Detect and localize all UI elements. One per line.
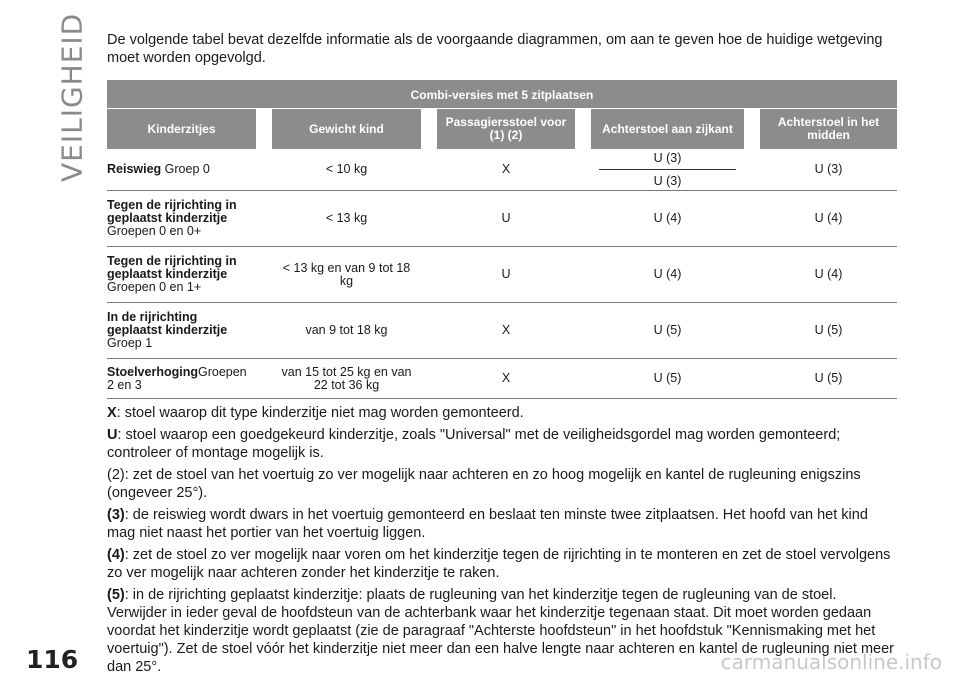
seat-type-name: Tegen de rijrichting in geplaatst kinderzitje <box>107 198 237 225</box>
weight-cell: < 13 kg <box>272 191 421 247</box>
row-gap <box>421 191 437 247</box>
header-gap <box>256 109 272 150</box>
header-gap <box>744 109 760 150</box>
note-x <box>107 404 897 422</box>
row-gap <box>421 303 437 359</box>
passenger-seat-cell: X <box>437 149 575 191</box>
table-row <box>107 247 897 303</box>
seat-type-cell <box>107 247 256 303</box>
row-gap <box>575 303 591 359</box>
header-gap <box>575 109 591 150</box>
note-u <box>107 426 897 462</box>
row-gap <box>256 191 272 247</box>
side-seat-cell: U (4) <box>591 191 744 247</box>
note-text: : zet de stoel zo ver mogelijk naar voren om het kinderzitje tegen de rijrichting in te monteren en zet de stoel vervolgens zo ver mogelijk naar achteren zonder het kinderzitje te raken. <box>107 547 891 581</box>
row-gap <box>256 247 272 303</box>
middle-seat-cell: U (3) <box>760 149 897 191</box>
note-key: (5) <box>107 587 125 603</box>
note-text: : stoel waarop een goedgekeurd kinderzitje, zoals "Universal" met de veiligheidsgordel mag worden gemonteerd; controleer of montage mogelijk is. <box>107 427 841 461</box>
child-seat-table <box>107 80 897 399</box>
side-seat-cell: U (5) <box>591 303 744 359</box>
seat-type-cell <box>107 149 256 191</box>
row-gap <box>744 191 760 247</box>
header-gap <box>421 109 437 150</box>
weight-cell: van 9 tot 18 kg <box>272 303 421 359</box>
header-passagier: Passagiersstoel voor (1) (2) <box>437 109 575 150</box>
note-5 <box>107 586 897 676</box>
seat-type-name: In de rijrichting geplaatst kinderzitje <box>107 310 228 337</box>
page-content <box>107 31 897 680</box>
seat-group: Groepen 0 en 1+ <box>107 280 202 294</box>
row-gap <box>256 149 272 191</box>
header-kinderzitjes: Kinderzitjes <box>107 109 256 150</box>
row-gap <box>256 359 272 399</box>
seat-group: Groep 0 <box>164 162 210 176</box>
seat-group: Groepen 2 en 3 <box>107 364 247 392</box>
seat-type-name: Stoelverhoging <box>107 364 198 379</box>
table-row <box>107 191 897 247</box>
notes-section <box>107 404 897 676</box>
note-4 <box>107 546 897 582</box>
weight-cell: van 15 tot 25 kg en van 22 tot 36 kg <box>272 359 421 399</box>
seat-type-name: Tegen de rijrichting in geplaatst kinderzitje <box>107 254 237 281</box>
middle-seat-cell: U (4) <box>760 247 897 303</box>
header-zijkant: Achterstoel aan zijkant <box>591 109 744 150</box>
row-gap <box>575 149 591 191</box>
note-key: (4) <box>107 547 125 563</box>
table-row <box>107 149 897 191</box>
note-text: (2): zet de stoel van het voertuig zo ver mogelijk naar achteren en zo hoog mogelijk en kantel de rugleuning enigszins (ongeveer 25°). <box>107 467 861 501</box>
side-seat-top: U (3) <box>599 152 736 170</box>
note-3 <box>107 506 897 542</box>
row-gap <box>575 247 591 303</box>
row-gap <box>421 247 437 303</box>
table-caption: Combi-versies met 5 zitplaatsen <box>107 80 897 109</box>
passenger-seat-cell: U <box>437 247 575 303</box>
intro-paragraph: De volgende tabel bevat dezelfde informatie als de voorgaande diagrammen, om aan te geven hoe de huidige wetgeving moet worden opgevolgd. <box>107 32 883 66</box>
middle-seat-cell: U (4) <box>760 191 897 247</box>
seat-group: Groep 1 <box>107 336 153 350</box>
row-gap <box>744 149 760 191</box>
row-gap <box>575 359 591 399</box>
middle-seat-cell: U (5) <box>760 359 897 399</box>
seat-group: Groepen 0 en 0+ <box>107 224 202 238</box>
side-seat-cell: U (5) <box>591 359 744 399</box>
row-gap <box>421 149 437 191</box>
row-gap <box>744 359 760 399</box>
page-number: 116 <box>26 645 79 674</box>
weight-cell: < 13 kg en van 9 tot 18 kg <box>272 247 421 303</box>
note-text: : in de rijrichting geplaatst kinderzitje: plaats de rugleuning van het kinderzitje tegen de rugleuning van de stoel. Verwijder in ieder geval de hoofdsteun van de achterbank waar het kinderzitje tegenaan staat. Dit moet worden gedaan voordat het kinderzitje wordt geplaatst (zie de paragraaf "Achterste hoofdsteun" in het hoofdstuk "Kennismaking met het voertuig"). Zet de stoel vóór het kinderzitje niet meer dan een halve lengte naar achteren en kantel de rugleuning niet meer dan 25°. <box>107 587 895 675</box>
row-gap <box>256 303 272 359</box>
row-gap <box>421 359 437 399</box>
header-gewicht: Gewicht kind <box>272 109 421 150</box>
note-2 <box>107 466 897 502</box>
seat-type-cell <box>107 303 256 359</box>
middle-seat-cell: U (5) <box>760 303 897 359</box>
side-seat-cell <box>591 149 744 191</box>
header-midden: Achterstoel in het midden <box>760 109 897 150</box>
seat-type-name: Reiswieg <box>107 162 162 176</box>
note-key: (3) <box>107 507 125 523</box>
note-key: U <box>107 427 118 443</box>
section-title-vertical: VEILIGHEID <box>55 12 89 183</box>
watermark: carmanualsonline.info <box>720 650 942 674</box>
table-row <box>107 303 897 359</box>
side-seat-bottom: U (3) <box>653 173 682 188</box>
row-gap <box>575 191 591 247</box>
weight-cell: < 10 kg <box>272 149 421 191</box>
seat-type-cell <box>107 191 256 247</box>
note-text: : de reiswieg wordt dwars in het voertuig gemonteerd en beslaat ten minste twee zitplaatsen. Het hoofd van het kind mag niet naast het portier van het voertuig liggen. <box>107 507 868 541</box>
seat-type-cell <box>107 359 256 399</box>
side-seat-cell: U (4) <box>591 247 744 303</box>
note-text: : stoel waarop dit type kinderzitje niet mag worden gemonteerd. <box>116 405 524 421</box>
row-gap <box>744 247 760 303</box>
side-seat-split <box>595 152 740 188</box>
row-gap <box>744 303 760 359</box>
passenger-seat-cell: X <box>437 303 575 359</box>
passenger-seat-cell: U <box>437 191 575 247</box>
table-row <box>107 359 897 399</box>
passenger-seat-cell: X <box>437 359 575 399</box>
note-key: X <box>107 405 117 421</box>
